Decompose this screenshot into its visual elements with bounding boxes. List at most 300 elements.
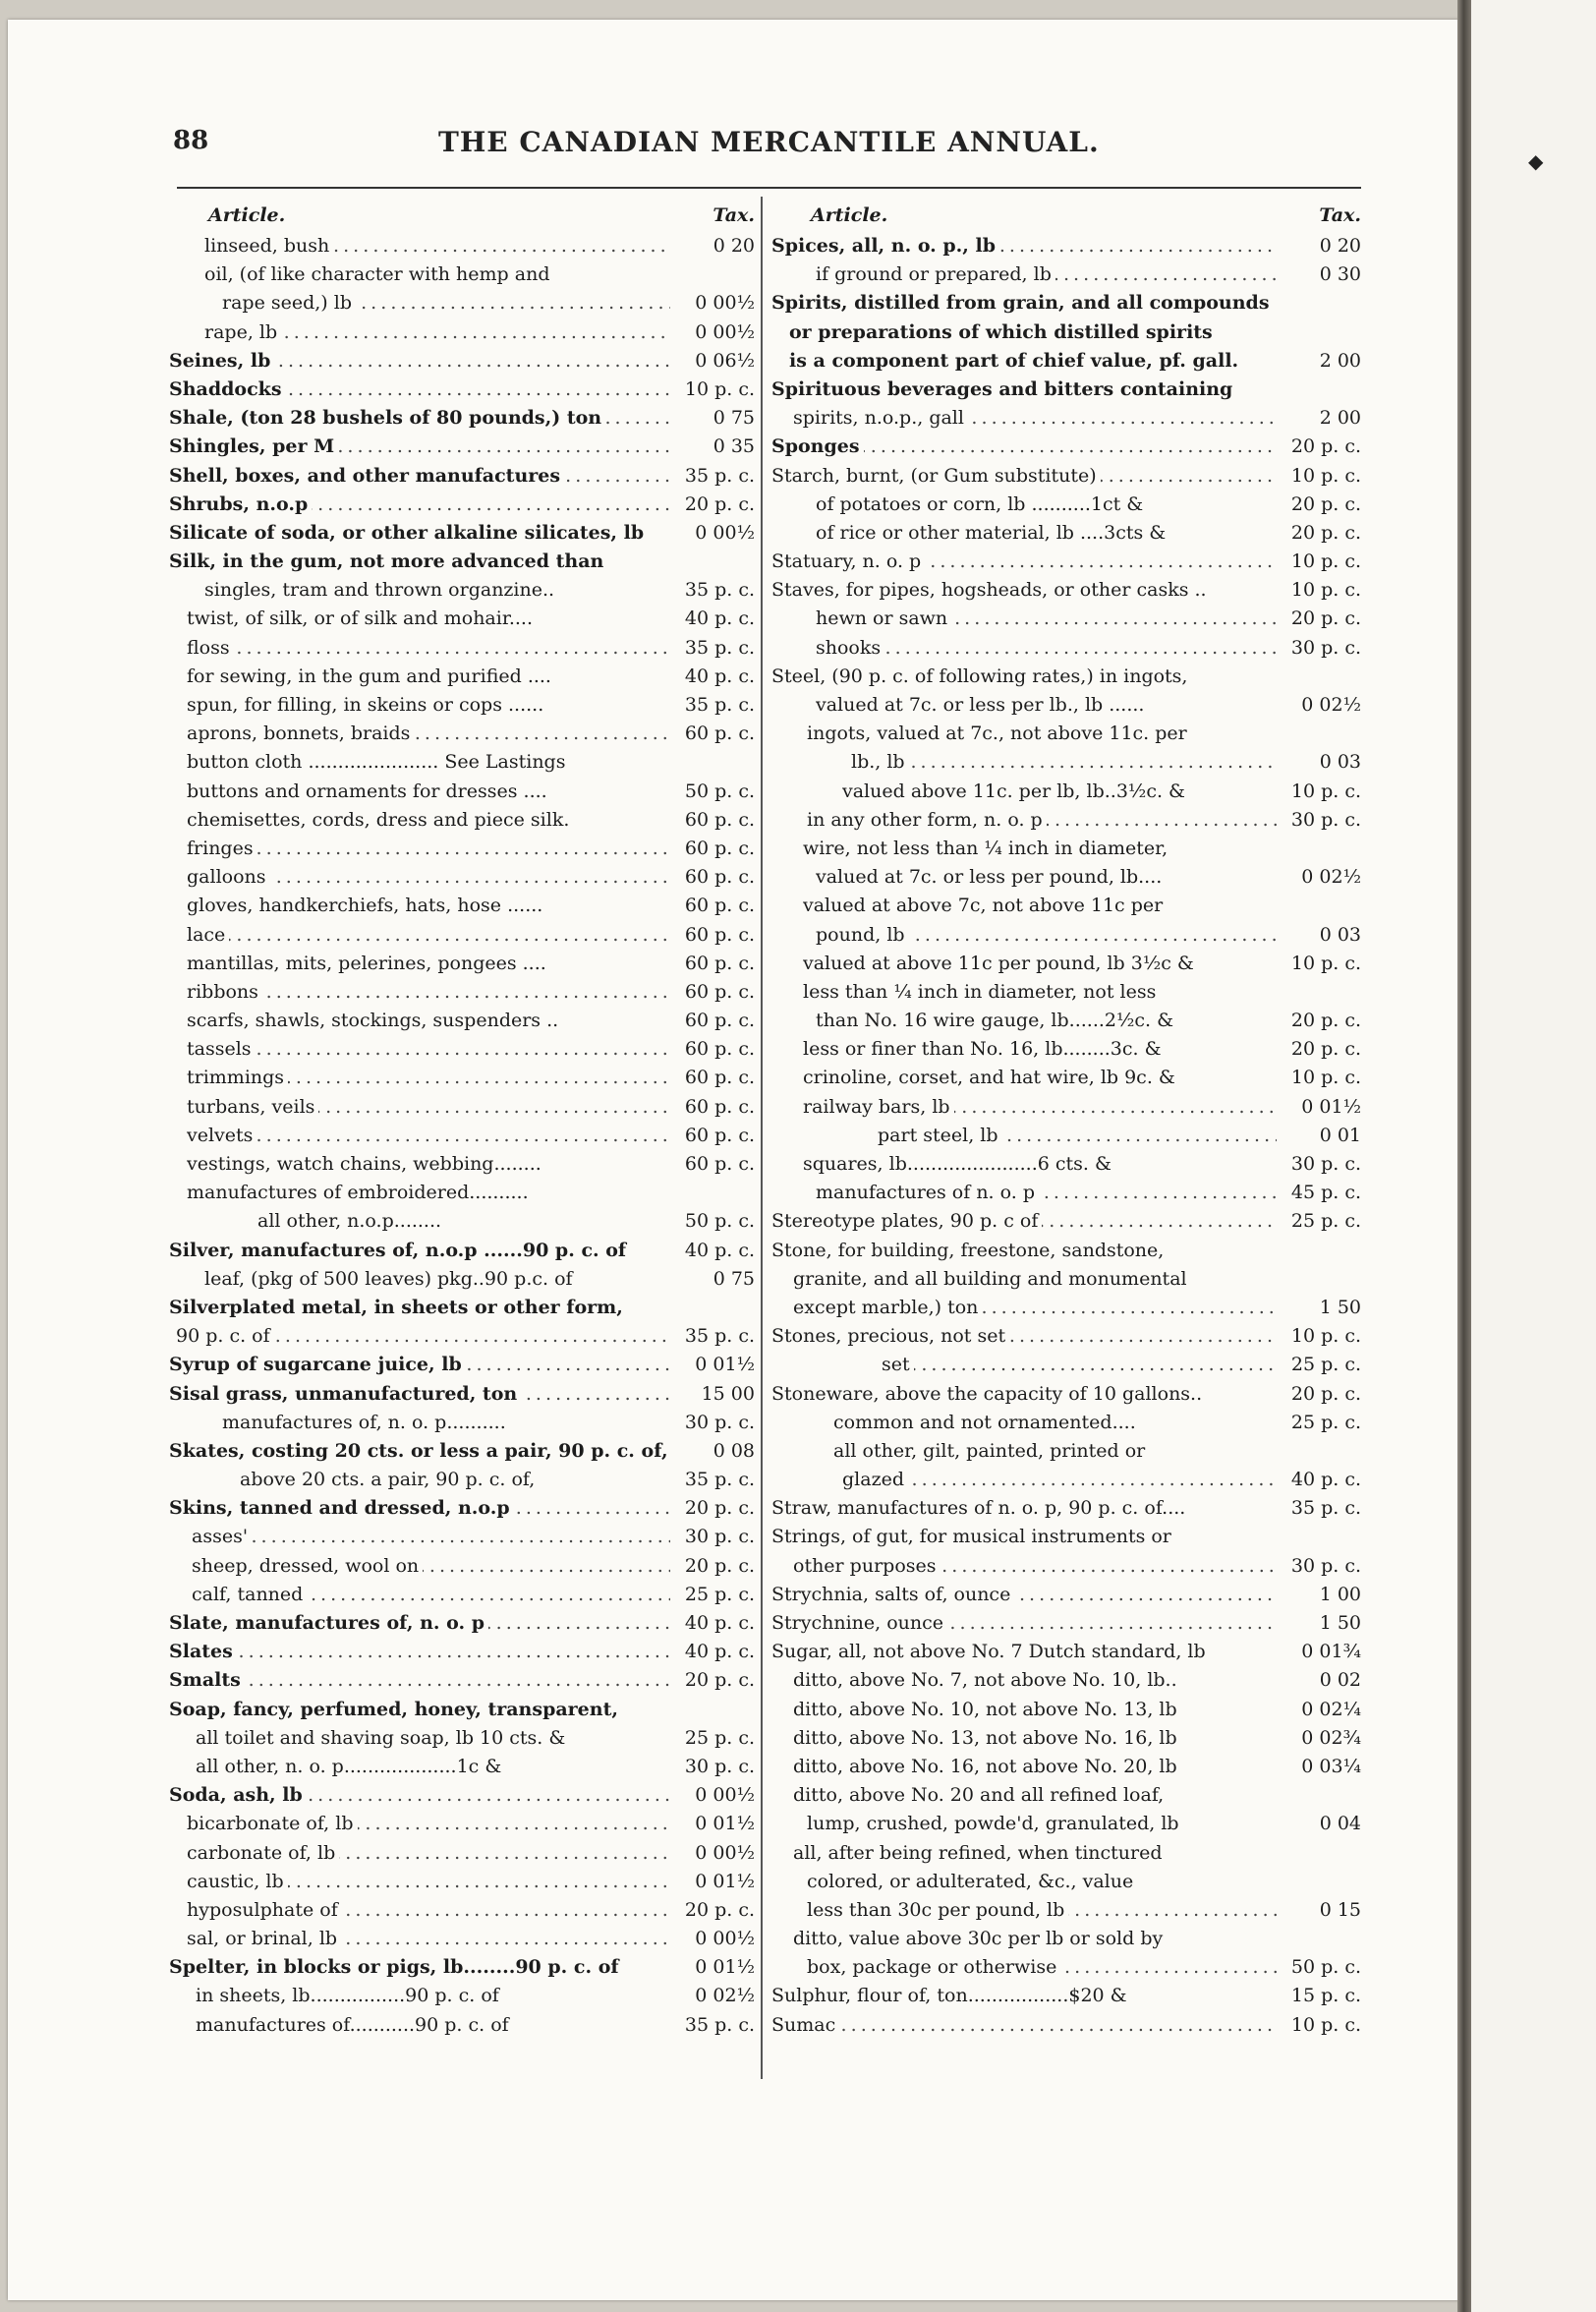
tariff-row [169, 1753, 755, 1781]
article-entry [807, 1896, 1277, 1925]
article-entry [771, 663, 1277, 691]
article-entry [789, 347, 1277, 376]
tariff-row [169, 548, 755, 576]
article-text: manufactures of embroidered.......... [187, 1182, 533, 1203]
article-entry [169, 1696, 670, 1724]
article-entry [771, 433, 1277, 461]
article-entry [169, 433, 670, 461]
tariff-row [169, 748, 755, 777]
tax-rate: 15 00 [701, 1382, 755, 1405]
article-text: Strychnia, salts of, ounce [771, 1584, 1014, 1605]
tariff-row [169, 1380, 755, 1409]
article-text: asses' [192, 1526, 252, 1547]
article-entry [169, 1437, 670, 1466]
article-entry [816, 921, 1277, 950]
article-entry [187, 835, 670, 863]
tax-rate: 50 p. c. [684, 1210, 755, 1233]
article-entry [833, 1409, 1277, 1437]
tax-rate: 0 01½ [695, 1813, 755, 1835]
article-entry [771, 1581, 1277, 1609]
article-text: leaf, (pkg of 500 leaves) pkg..90 p.c. of [204, 1268, 577, 1290]
article-entry [771, 289, 1277, 318]
article-text: valued at 7c. or less per pound, lb.... [816, 866, 1166, 888]
tariff-row [771, 634, 1361, 663]
article-entry [169, 1237, 670, 1265]
right-column [771, 204, 1361, 2040]
tax-rate: 1 50 [1319, 1612, 1361, 1634]
article-text: calf, tanned [192, 1584, 307, 1605]
article-entry [169, 1666, 670, 1695]
article-entry [187, 1035, 670, 1064]
tariff-row [771, 1179, 1361, 1207]
article-entry [816, 260, 1277, 289]
tax-rate: 0 01¾ [1301, 1641, 1361, 1663]
article-text: Silk, in the gum, not more advanced than [169, 550, 607, 572]
article-text: tassels [187, 1038, 256, 1060]
article-text: bicarbonate of, lb [187, 1813, 358, 1834]
article-entry [187, 1122, 670, 1150]
tax-rate: 60 p. c. [684, 1067, 755, 1089]
tax-rate: 0 03¼ [1301, 1755, 1361, 1777]
article-entry [803, 1150, 1277, 1179]
article-text: floss [187, 637, 234, 659]
article-entry [169, 1294, 670, 1322]
tariff-row [771, 1724, 1361, 1753]
article-text: lace [187, 924, 229, 946]
tax-rate: 40 p. c. [1290, 1469, 1361, 1491]
article-entry [816, 634, 1277, 663]
tax-rate: 0 02¼ [1301, 1698, 1361, 1720]
article-entry [169, 548, 670, 576]
article-text: Shell, boxes, and other manufactures [169, 465, 564, 487]
article-text: valued above 11c. per lb, lb..3½c. & [842, 780, 1189, 802]
tax-rate: 10 p. c. [1290, 780, 1361, 802]
article-entry [187, 778, 670, 806]
tariff-row [771, 1122, 1361, 1150]
tax-rate: 0 08 [712, 1439, 755, 1462]
tariff-row [771, 1351, 1361, 1379]
article-entry [187, 1093, 670, 1122]
tariff-row [169, 1925, 755, 1953]
tariff-row [169, 921, 755, 950]
tariff-row [169, 2011, 755, 2040]
tariff-row [771, 1953, 1361, 1982]
article-text: ditto, above No. 13, not above No. 16, lb [793, 1727, 1181, 1749]
article-text: lb., lb [851, 751, 909, 773]
tax-rate: 0 00½ [695, 1841, 755, 1864]
tax-heading: Tax. [1319, 204, 1361, 226]
tax-rate: 0 03 [1319, 923, 1361, 946]
article-text: Shaddocks [169, 378, 286, 400]
article-entry [169, 1380, 670, 1409]
tax-rate: 40 p. c. [684, 665, 755, 687]
tariff-row [771, 605, 1361, 633]
article-text: velvets [187, 1125, 256, 1146]
tax-rate: 40 p. c. [684, 1239, 755, 1261]
tariff-row [771, 1409, 1361, 1437]
tariff-row [169, 1207, 755, 1236]
tax-rate: 0 01½ [695, 1956, 755, 1979]
tariff-row [169, 950, 755, 978]
article-entry [187, 863, 670, 892]
tariff-row [771, 778, 1361, 806]
article-entry [816, 1179, 1277, 1207]
tax-rate: 0 00½ [695, 320, 755, 343]
tariff-row [771, 1322, 1361, 1351]
article-text: other purposes [793, 1555, 940, 1577]
tariff-row [169, 978, 755, 1007]
tariff-row [771, 376, 1361, 404]
article-text: crinoline, corset, and hat wire, lb 9c. & [803, 1067, 1179, 1088]
tax-rate: 0 06½ [695, 349, 755, 372]
page-header [173, 126, 1100, 165]
article-entry [771, 376, 1277, 404]
article-text: Soda, ash, lb [169, 1784, 307, 1806]
article-text: manufactures of n. o. p [816, 1182, 1039, 1203]
tariff-row [169, 1581, 755, 1609]
tariff-row [169, 1064, 755, 1092]
article-text: Straw, manufactures of n. o. p, 90 p. c. of.... [771, 1497, 1189, 1519]
article-text: manufactures of...........90 p. c. of [196, 2014, 513, 2036]
article-text: of potatoes or corn, lb ..........1ct & [816, 493, 1147, 515]
tariff-row [771, 1868, 1361, 1896]
article-entry [196, 1982, 670, 2010]
tax-rate: 10 p. c. [1290, 1067, 1361, 1089]
article-entry [803, 1064, 1277, 1092]
article-entry [771, 232, 1277, 260]
tariff-row [169, 519, 755, 548]
article-text: ditto, value above 30c per lb or sold by [793, 1928, 1167, 1949]
article-entry [204, 1265, 670, 1294]
tariff-row [169, 289, 755, 318]
column-header [771, 204, 1361, 232]
article-entry [807, 1868, 1277, 1896]
tax-rate: 0 01½ [695, 1870, 755, 1892]
article-text: twist, of silk, or of silk and mohair.... [187, 607, 537, 629]
tariff-row [169, 1237, 755, 1265]
article-entry [192, 1523, 670, 1551]
tax-rate: 20 p. c. [684, 1898, 755, 1921]
tax-rate: 0 00½ [695, 521, 755, 544]
article-text: Silver, manufactures of, n.o.p ......90 p. c. of [169, 1240, 630, 1261]
article-text: valued at 7c. or less per lb., lb ...... [816, 694, 1148, 716]
article-text: ingots, valued at 7c., not above 11c. per [807, 722, 1191, 744]
tariff-row [169, 1007, 755, 1035]
tax-rate: 2 00 [1319, 407, 1361, 430]
article-entry [187, 691, 670, 720]
article-text: singles, tram and thrown organzine.. [204, 579, 558, 601]
article-entry [204, 318, 670, 347]
tax-rate: 20 p. c. [1290, 521, 1361, 544]
article-entry [187, 892, 670, 920]
article-text: Spirits, distilled from grain, and all compounds [771, 292, 1274, 314]
article-entry [169, 1351, 670, 1379]
article-entry [222, 1409, 670, 1437]
article-entry [240, 1466, 670, 1494]
article-text: glazed [842, 1469, 908, 1490]
tariff-row [771, 1982, 1361, 2010]
tax-rate: 60 p. c. [684, 1010, 755, 1032]
article-entry [187, 1064, 670, 1092]
article-text: all other, n. o. p...................1c & [196, 1756, 505, 1777]
article-text: buttons and ornaments for dresses .... [187, 780, 551, 802]
article-text: of rice or other material, lb ....3cts & [816, 522, 1169, 544]
tariff-row [169, 1896, 755, 1925]
tariff-row [771, 1035, 1361, 1064]
tariff-row [771, 1294, 1361, 1322]
tax-rate: 25 p. c. [1290, 1354, 1361, 1376]
tariff-row [169, 1552, 755, 1581]
article-text: hyposulphate of [187, 1899, 342, 1921]
article-entry [222, 289, 670, 318]
article-entry [187, 605, 670, 633]
tariff-row [169, 491, 755, 519]
tax-rate: 30 p. c. [684, 1411, 755, 1433]
tax-rate: 10 p. c. [1290, 579, 1361, 602]
article-entry [816, 1007, 1277, 1035]
tariff-row [169, 720, 755, 748]
article-entry [807, 806, 1277, 835]
article-text: Sugar, all, not above No. 7 Dutch standard, lb [771, 1641, 1210, 1662]
article-text: Steel, (90 p. c. of following rates,) in ingots, [771, 665, 1191, 687]
article-text: Sulphur, flour of, ton.................$20 & [771, 1985, 1131, 2006]
tariff-row [169, 232, 755, 260]
article-entry [807, 1953, 1277, 1982]
article-entry [771, 1207, 1277, 1236]
tax-rate: 10 p. c. [1290, 1325, 1361, 1348]
tariff-row [771, 1896, 1361, 1925]
tax-rate: 60 p. c. [684, 1124, 755, 1146]
article-entry [169, 347, 670, 376]
tax-rate: 0 00½ [695, 292, 755, 315]
tax-rate: 10 p. c. [1290, 550, 1361, 573]
article-text: granite, and all building and monumental [793, 1268, 1191, 1290]
article-text: Smalts [169, 1669, 245, 1691]
article-entry [807, 720, 1277, 748]
tariff-row [169, 1868, 755, 1896]
tax-rate: 30 p. c. [1290, 1554, 1361, 1577]
article-text: hewn or sawn [816, 607, 951, 629]
article-entry [771, 1638, 1277, 1666]
column-divider [761, 197, 763, 2079]
tax-rate: 50 p. c. [1290, 1956, 1361, 1979]
tax-rate: 10 p. c. [1290, 464, 1361, 487]
article-text: Slates [169, 1641, 237, 1662]
article-text: mantillas, mits, pelerines, pongees .... [187, 953, 550, 974]
tariff-row [771, 1207, 1361, 1236]
tariff-row [771, 433, 1361, 461]
tax-rate: 0 02½ [1301, 694, 1361, 716]
tariff-row [169, 1265, 755, 1294]
article-entry [187, 1839, 670, 1868]
article-text: Strings, of gut, for musical instruments or [771, 1526, 1175, 1547]
page-number: 88 [173, 126, 209, 155]
article-entry [816, 863, 1277, 892]
article-entry [187, 720, 670, 748]
tax-rate: 0 20 [1319, 235, 1361, 257]
tax-rate: 60 p. c. [684, 1153, 755, 1175]
tax-rate: 0 00½ [695, 1928, 755, 1950]
article-text: Sisal grass, unmanufactured, ton [169, 1383, 521, 1405]
article-text: button cloth ...................... See Lastings [187, 751, 569, 773]
article-entry [187, 663, 670, 691]
tariff-row [771, 892, 1361, 920]
tariff-row [169, 778, 755, 806]
article-entry [204, 576, 670, 605]
article-text: Spices, all, n. o. p., lb [771, 235, 999, 257]
article-text: than No. 16 wire gauge, lb......2½c. & [816, 1010, 1177, 1031]
tax-rate: 0 30 [1319, 263, 1361, 286]
article-entry [793, 1696, 1277, 1724]
article-entry [803, 1035, 1277, 1064]
tax-rate: 0 00½ [695, 1784, 755, 1807]
tax-rate: 20 p. c. [684, 492, 755, 515]
article-text: sheep, dressed, wool on [192, 1555, 423, 1577]
article-text: except marble,) ton [793, 1297, 982, 1318]
article-entry [793, 404, 1277, 433]
tax-rate: 0 01½ [695, 1354, 755, 1376]
tax-rate: 35 p. c. [684, 2013, 755, 2036]
article-entry [882, 1351, 1277, 1379]
tariff-row [169, 1093, 755, 1122]
tax-rate: 45 p. c. [1290, 1182, 1361, 1204]
tax-rate: 35 p. c. [1290, 1497, 1361, 1520]
article-text: part steel, lb [878, 1125, 1002, 1146]
article-text: Silverplated metal, in sheets or other form, [169, 1297, 627, 1318]
article-text: squares, lb......................6 cts. & [803, 1153, 1115, 1175]
article-text: Skates, costing 20 cts. or less a pair, 90 p. c. of, [169, 1440, 670, 1462]
article-text: Spirituous beverages and bitters containing [771, 378, 1236, 400]
tariff-row [771, 1523, 1361, 1551]
tax-rate: 25 p. c. [1290, 1411, 1361, 1433]
article-entry [187, 921, 670, 950]
tariff-row [169, 1724, 755, 1753]
article-text: caustic, lb [187, 1871, 288, 1892]
article-entry [793, 1294, 1277, 1322]
tax-heading: Tax. [712, 204, 755, 226]
tax-rate: 10 p. c. [1290, 2013, 1361, 2036]
tariff-row [771, 1093, 1361, 1122]
article-text: Skins, tanned and dressed, n.o.p [169, 1497, 514, 1519]
tax-rate: 20 p. c. [1290, 492, 1361, 515]
article-text: pound, lb [816, 924, 909, 946]
article-entry [816, 605, 1277, 633]
tax-rate: 0 02¾ [1301, 1726, 1361, 1749]
tax-rate: 35 p. c. [684, 1325, 755, 1348]
article-entry [807, 1810, 1277, 1838]
article-entry [771, 576, 1277, 605]
article-entry [789, 318, 1277, 347]
tax-rate: 0 75 [712, 1267, 755, 1290]
article-heading: Article. [208, 204, 286, 226]
tax-rate: 20 p. c. [1290, 1038, 1361, 1061]
article-text: 90 p. c. of [176, 1325, 274, 1347]
tax-rate: 60 p. c. [684, 808, 755, 831]
tariff-row [169, 1494, 755, 1523]
tariff-row [771, 691, 1361, 720]
article-entry [169, 376, 670, 404]
tax-rate: 60 p. c. [684, 980, 755, 1003]
tariff-row [771, 576, 1361, 605]
tariff-row [169, 462, 755, 491]
article-text: is a component part of chief value, pf. gall. [789, 350, 1242, 372]
article-text: set [882, 1354, 914, 1375]
tax-rate: 0 01½ [1301, 1095, 1361, 1118]
article-text: rape seed,) lb [222, 292, 356, 314]
article-text: linseed, bush [204, 235, 333, 257]
article-entry [169, 1609, 670, 1638]
article-entry [803, 1093, 1277, 1122]
article-text: Syrup of sugarcane juice, lb [169, 1354, 466, 1375]
article-text: spun, for filling, in skeins or cops ...... [187, 694, 547, 716]
page-marker-glyph: ◆ [1528, 149, 1544, 173]
tariff-row [169, 1409, 755, 1437]
tariff-row [169, 1437, 755, 1466]
tax-rate: 60 p. c. [684, 837, 755, 859]
article-entry [204, 232, 670, 260]
tax-rate: 0 75 [712, 407, 755, 430]
tariff-row [169, 576, 755, 605]
tax-rate: 60 p. c. [684, 1095, 755, 1118]
article-heading: Article. [811, 204, 888, 226]
article-text: Shrubs, n.o.p [169, 493, 312, 515]
article-text: or preparations of which distilled spirits [789, 321, 1217, 343]
tax-rate: 1 50 [1319, 1296, 1361, 1318]
article-entry [842, 1466, 1277, 1494]
tariff-row [169, 634, 755, 663]
article-entry [793, 1781, 1277, 1810]
article-entry [187, 1925, 670, 1953]
article-text: ditto, above No. 7, not above No. 10, lb.. [793, 1669, 1181, 1691]
article-text: oil, (of like character with hemp and [204, 263, 553, 285]
article-text: in sheets, lb................90 p. c. of [196, 1985, 503, 2006]
article-text: gloves, handkerchiefs, hats, hose ...... [187, 895, 546, 916]
tariff-row [169, 1179, 755, 1207]
article-entry [169, 1638, 670, 1666]
tariff-row [169, 1609, 755, 1638]
article-text: all, after being refined, when tinctured [793, 1842, 1167, 1864]
tax-rate: 10 p. c. [1290, 952, 1361, 974]
article-text: all toilet and shaving soap, lb 10 cts. & [196, 1727, 569, 1749]
article-text: Soap, fancy, perfumed, honey, transparent, [169, 1699, 622, 1720]
article-text: ditto, above No. 20 and all refined loaf, [793, 1784, 1168, 1806]
tax-rate: 25 p. c. [684, 1583, 755, 1605]
tax-rate: 50 p. c. [684, 780, 755, 802]
tariff-row [771, 1265, 1361, 1294]
tariff-row [771, 1064, 1361, 1092]
article-entry [771, 462, 1277, 491]
article-text: above 20 cts. a pair, 90 p. c. of, [240, 1469, 539, 1490]
article-entry [793, 1724, 1277, 1753]
article-entry [169, 1953, 670, 1982]
tariff-row [771, 978, 1361, 1007]
article-entry [793, 1666, 1277, 1695]
article-text: if ground or prepared, lb [816, 263, 1055, 285]
tax-rate: 0 35 [712, 435, 755, 458]
tariff-row [771, 1696, 1361, 1724]
article-entry [771, 2011, 1277, 2040]
article-entry [169, 462, 670, 491]
article-text: box, package or otherwise [807, 1956, 1060, 1978]
article-text: rape, lb [204, 321, 281, 343]
tariff-row [771, 1781, 1361, 1810]
article-text: chemisettes, cords, dress and piece silk. [187, 809, 573, 831]
article-entry [187, 1868, 670, 1896]
article-text: galloons [187, 866, 270, 888]
tariff-row [771, 1638, 1361, 1666]
article-text: Spelter, in blocks or pigs, lb........90 p. c. of [169, 1956, 623, 1978]
tariff-row [169, 347, 755, 376]
